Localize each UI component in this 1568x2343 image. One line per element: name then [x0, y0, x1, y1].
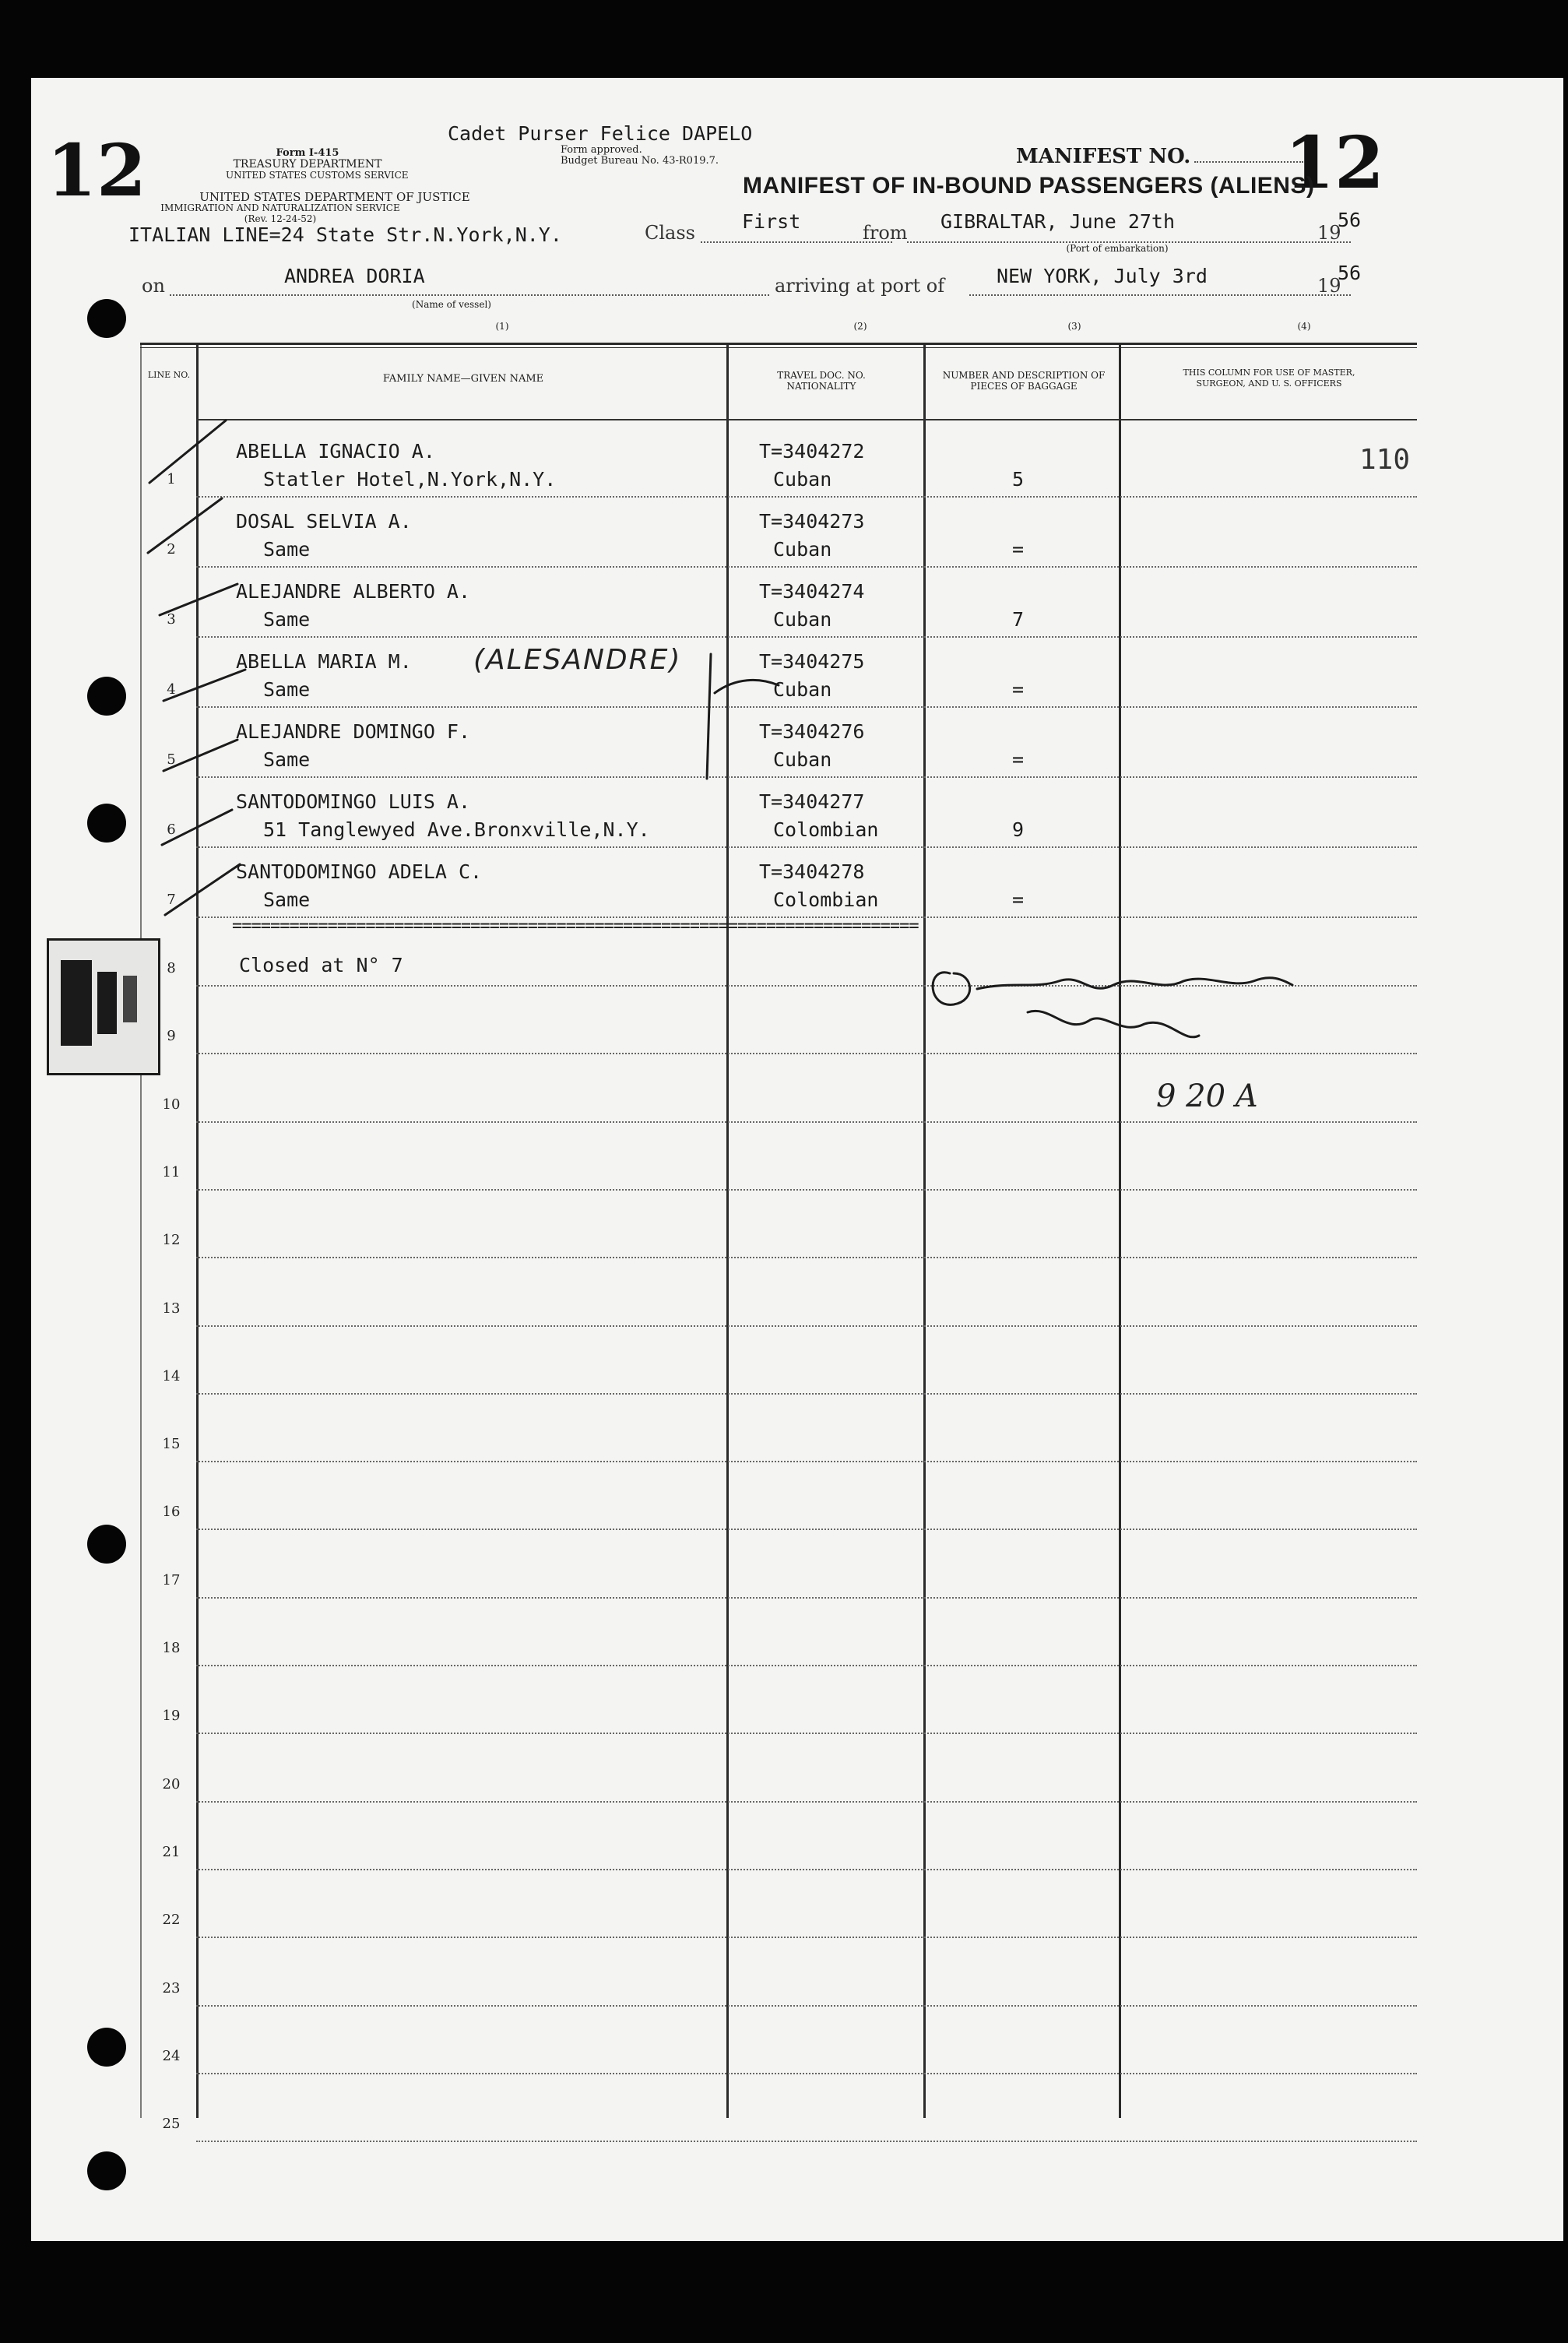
line-number: 22 [162, 1912, 181, 1929]
passenger-address: Same [263, 608, 311, 631]
passenger-doc: T=3404277 [759, 790, 865, 813]
binder-hole [87, 677, 126, 716]
binder-hole [87, 2028, 126, 2067]
passenger-name: ABELLA MARIA M. [236, 650, 412, 673]
passenger-doc: T=3404274 [759, 580, 865, 603]
line-number: 4 [167, 681, 176, 698]
passenger-nationality: Colombian [773, 818, 879, 841]
ins: IMMIGRATION AND NATURALIZATION SERVICE [160, 202, 400, 213]
line-number: 21 [162, 1843, 181, 1860]
ink-annotations [31, 78, 1563, 2241]
passenger-doc: T=3404273 [759, 510, 865, 533]
line-number: 7 [167, 892, 176, 908]
line-number: 16 [162, 1504, 181, 1521]
line-number: 23 [162, 1979, 181, 1996]
manifest-sheet [31, 78, 1563, 2241]
stamp-bar-1 [61, 960, 92, 1046]
from-label: from [863, 222, 908, 244]
manifest-title: MANIFEST OF IN-BOUND PASSENGERS (ALIENS) [743, 173, 1315, 199]
col-header-officers: THIS COLUMN FOR USE OF MASTER, SURGEON, AND U. S. OFFICERS [1183, 368, 1355, 389]
passenger-name: SANTODOMINGO ADELA C. [236, 860, 483, 883]
closing-separator: ======================================================================== [232, 921, 919, 932]
justice-dept: UNITED STATES DEPARTMENT OF JUSTICE [199, 190, 470, 204]
from-year: 56 [1338, 209, 1362, 231]
corner-number-left: 12 [47, 128, 147, 213]
passenger-name: ALEJANDRE DOMINGO F. [236, 720, 471, 743]
line-number: 2 [167, 541, 176, 558]
col-header-line: LINE NO. [147, 370, 191, 380]
passenger-address: Same [263, 678, 311, 701]
col-header-name: FAMILY NAME—GIVEN NAME [382, 373, 544, 385]
line-number: 17 [162, 1571, 181, 1588]
passenger-address: Same [263, 538, 311, 561]
form-number: Form I-415 [276, 147, 339, 159]
line-number: 9 [167, 1028, 176, 1045]
col-num-1: (1) [495, 321, 509, 332]
passenger-baggage: 5 [1012, 468, 1025, 491]
manifest-number: 12 [1285, 121, 1385, 205]
col-header-baggage: NUMBER AND DESCRIPTION OF PIECES OF BAGGAGE [942, 370, 1106, 392]
passenger-nationality: Cuban [773, 678, 832, 701]
passenger-nationality: Colombian [773, 888, 879, 911]
class-value: First [742, 210, 801, 233]
arrival-year: 56 [1338, 262, 1362, 284]
binder-hole [87, 804, 126, 843]
passenger-address: Same [263, 888, 311, 911]
page-mark: 110 [1359, 444, 1411, 476]
vessel-label: (Name of vessel) [412, 299, 491, 310]
passenger-address: Same [263, 748, 311, 771]
arrival-value: NEW YORK, July 3rd [997, 265, 1208, 287]
passenger-doc: T=3404272 [759, 440, 865, 463]
rev: (Rev. 12-24-52) [244, 213, 317, 224]
line-number: 8 [167, 960, 176, 976]
handwritten-date: 9 20 A [1156, 1078, 1258, 1114]
passenger-address: Statler Hotel,N.York,N.Y. [263, 468, 557, 491]
passenger-name: SANTODOMINGO LUIS A. [236, 790, 471, 813]
purser: Cadet Purser Felice DAPELO [448, 122, 753, 145]
passenger-baggage: 7 [1012, 608, 1025, 631]
on-label: on [142, 275, 165, 297]
line-number: 24 [162, 2047, 181, 2064]
treasury-dept: TREASURY DEPARTMENT [233, 158, 382, 171]
binder-hole [87, 1525, 126, 1564]
closed-note: Closed at N° 7 [239, 954, 403, 976]
passenger-name: ALEJANDRE ALBERTO A. [236, 580, 471, 603]
line-number: 5 [167, 751, 176, 768]
stamp-box [47, 938, 160, 1075]
passenger-nationality: Cuban [773, 748, 832, 771]
passenger-name: DOSAL SELVIA A. [236, 510, 412, 533]
passenger-name: ABELLA IGNACIO A. [236, 440, 435, 463]
passenger-doc: T=3404278 [759, 860, 865, 883]
passenger-nationality: Cuban [773, 608, 832, 631]
passenger-baggage: 9 [1012, 818, 1025, 841]
port-embarkation-label: (Port of embarkation) [1066, 243, 1169, 254]
from-value: GIBRALTAR, June 27th [940, 210, 1176, 233]
passenger-nationality: Cuban [773, 538, 832, 561]
passenger-baggage: = [1012, 748, 1025, 771]
shipping-line-address: ITALIAN LINE=24 State Str.N.York,N.Y. [128, 223, 562, 246]
line-number: 11 [162, 1163, 181, 1180]
line-number: 18 [162, 1640, 181, 1656]
passenger-doc: T=3404275 [759, 650, 865, 673]
line-number: 12 [162, 1232, 181, 1249]
col-num-4: (4) [1297, 321, 1311, 332]
form-approved: Form approved. [561, 144, 642, 156]
customs-service: UNITED STATES CUSTOMS SERVICE [226, 170, 409, 181]
line-number: 14 [162, 1367, 181, 1384]
line-number: 10 [162, 1096, 181, 1113]
line-number: 13 [162, 1300, 181, 1317]
line-number: 15 [162, 1436, 181, 1453]
passenger-baggage: = [1012, 678, 1025, 701]
passenger-address: 51 Tanglewyed Ave.Bronxville,N.Y. [263, 818, 650, 841]
passenger-nationality: Cuban [773, 468, 832, 491]
binder-hole [87, 299, 126, 338]
stamp-bar-2 [97, 972, 117, 1034]
arrival-year-prefix: 19 [1317, 275, 1341, 297]
col-num-2: (2) [853, 321, 867, 332]
line-number: 19 [162, 1708, 181, 1725]
vessel-name: ANDREA DORIA [284, 265, 425, 287]
stamp-bar-3 [123, 976, 137, 1022]
line-number: 25 [162, 2116, 181, 2133]
binder-hole [87, 2151, 126, 2190]
class-label: Class [645, 222, 695, 244]
from-year-prefix: 19 [1317, 222, 1341, 244]
passenger-doc: T=3404276 [759, 720, 865, 743]
manifest-no-label: MANIFEST NO. [1016, 145, 1191, 168]
line-number: 20 [162, 1775, 181, 1792]
handwritten-name: (ALESANDRE) [473, 644, 682, 676]
passenger-baggage: = [1012, 888, 1025, 911]
arriving-label: arriving at port of [775, 275, 945, 297]
line-number: 3 [167, 611, 176, 628]
line-number: 1 [167, 471, 176, 487]
budget-bureau: Budget Bureau No. 43-R019.7. [561, 155, 719, 167]
line-number: 6 [167, 821, 176, 838]
col-num-3: (3) [1067, 321, 1081, 332]
passenger-baggage: = [1012, 538, 1025, 561]
col-header-doc: TRAVEL DOC. NO. NATIONALITY [777, 370, 866, 392]
